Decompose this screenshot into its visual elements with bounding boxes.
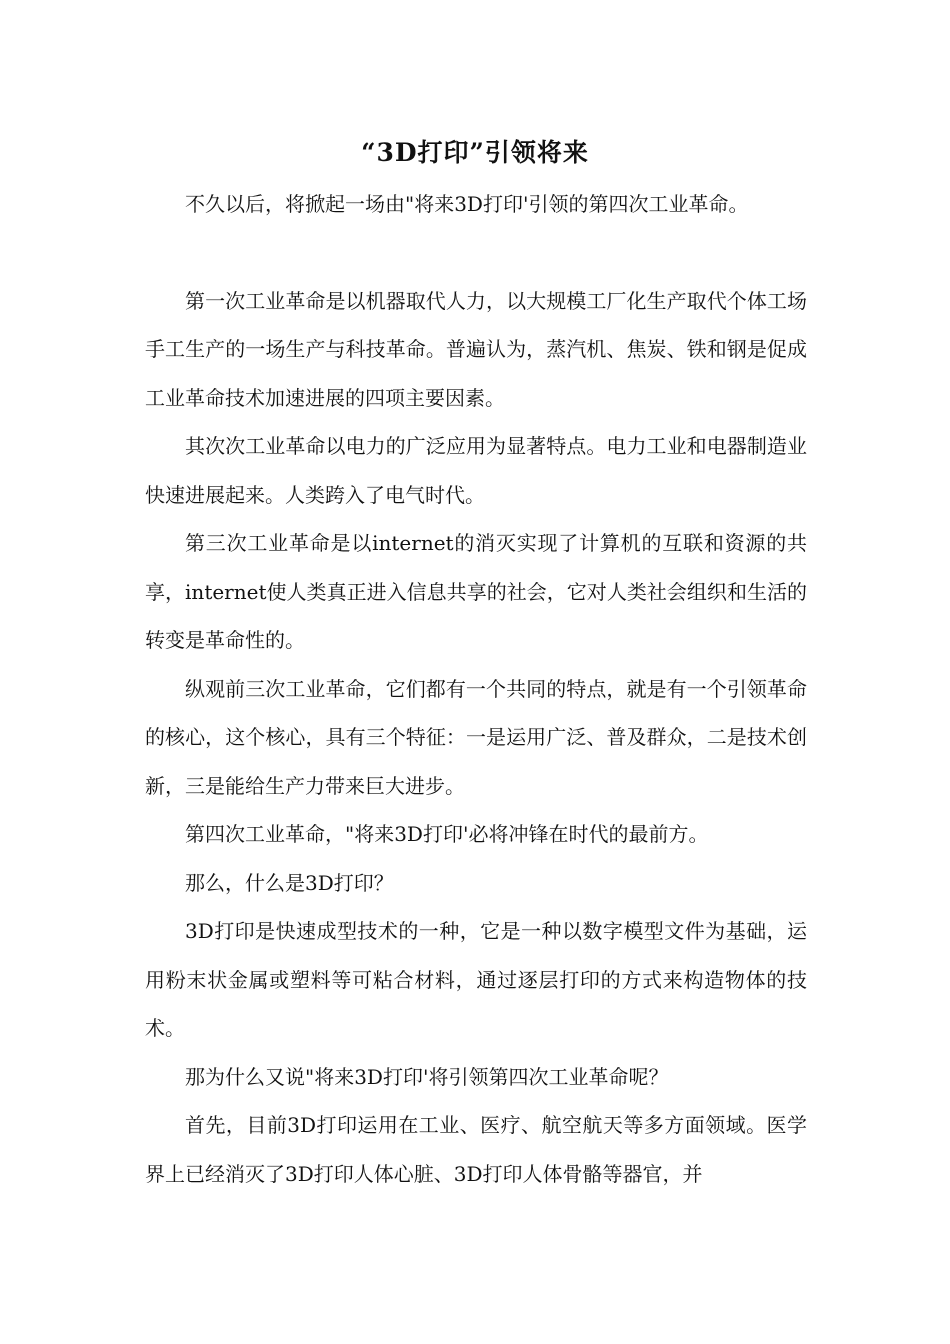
paragraph-second-revolution: 其次次工业革命以电力的广泛应用为显著特点。电力工业和电器制造业快速进展起来。人类跨入了电气时代。 (145, 434, 807, 507)
paragraph-fourth-revolution: 第四次工业革命，"将来3D打印'必将冲锋在时代的最前方。 (185, 822, 709, 846)
paragraph-question-why: 那为什么又说"将来3D打印'将引领第四次工业革命呢？ (185, 1064, 669, 1089)
paragraph-question-what: 那么，什么是3D打印？ (185, 870, 394, 895)
paragraph-definition: 3D打印是快速成型技术的一种，它是一种以数字模型文件为基础，运用粉末状金属或塑料等可粘合材料，通过逐层打印的方式来构造物体的技术。 (145, 919, 807, 1040)
document-title: “3D打印”引领将来 (361, 138, 589, 167)
paragraph-applications: 首先，目前3D打印运用在工业、医疗、航空航天等多方面领域。医学界上已经消灭了3D打印人体心脏、3D打印人体骨骼等器官，并 (145, 1113, 807, 1186)
paragraph-first-revolution: 第一次工业革命是以机器取代人力，以大规模工厂化生产取代个体工场手工生产的一场生产与科技革命。普遍认为，蒸汽机、焦炭、铁和钢是促成工业革命技术加速进展的四项主要因素。 (145, 288, 807, 410)
document-body (145, 180, 807, 1198)
paragraph-third-revolution: 第三次工业革命是以internet的消灭实现了计算机的互联和资源的共享，internet使人类真正进入信息共享的社会，它对人类社会组织和生活的转变是革命性的。 (145, 531, 807, 652)
blank-line (145, 229, 807, 277)
paragraph-common-features: 纵观前三次工业革命，它们都有一个共同的特点，就是有一个引领革命的核心，这个核心，具有三个特征：一是运用广泛、普及群众，二是技术创新，三是能给生产力带来巨大进步。 (145, 676, 807, 798)
paragraph-intro: 不久以后，将掀起一场由"将来3D打印'引领的第四次工业革命。 (185, 192, 749, 216)
